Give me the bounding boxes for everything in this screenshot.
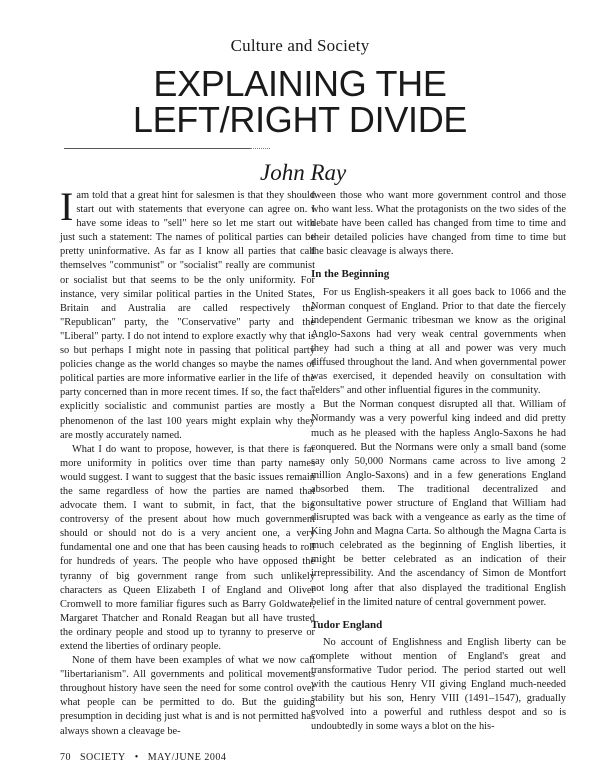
left-column — [60, 184, 315, 739]
paragraph: But the Norman conquest disrupted all that. William of Normandy was a very powerful king indeed and did pretty much as he pleased with the hapless Anglo-Saxons he had conquered. But the Normans were only a small band (some say only 50,000 Normans came across to live among 2 million Anglo-Saxons) and in a few generations England absorbed them. The traditional decentralized and consultative power structure of England that William had disrupted was back with a vengeance as early as the time of King John and Magna Carta. So although the Magna Carta is much celebrated as the beginning of English liberties, it might be better celebrated as an indication of their irrepressibility. And the ascendancy of Simon de Montfort not long after that also displayed the traditional English belief in the limited nature of central government power. — [311, 399, 566, 608]
article-title — [0, 63, 600, 140]
section-label: Culture and Society — [230, 36, 370, 55]
issue-date: MAY/JUNE 2004 — [147, 752, 227, 763]
footer-bullet: • — [134, 752, 139, 763]
paragraph: None of them have been examples of what we now call "libertarianism". All governments and political movements throughout history have seen the need for some control over what people can be permitted to do. But the guiding presumption in deciding just what is and is not permitted has always shown a cleavage be- — [60, 655, 315, 737]
right-column — [311, 189, 566, 734]
paragraph: What I do want to propose, however, is that there is far more uniformity in politics over time than party names would suggest. I want to suggest that the basic issues remain the same regardless of how the parties are named that advocate them. I want to submit, in fact, that the big controversy of the present about how much government should or should not do is a very ancient one, a very fundamental one and one that has been causing heads to roll for hundreds of years. The people who have opposed the tyranny of big government range from such unlikely characters as Queen Elizabeth I of England and Oliver Cromwell to more familiar figures such as Barry Goldwater, Margaret Thatcher and Ronald Reagan but all have trusted the ordinary people and stood up to tyranny to preserve or extend the liberties of ordinary people. — [60, 443, 315, 652]
paragraph — [60, 184, 315, 443]
title-line-1: EXPLAINING THE — [153, 63, 447, 104]
paragraph: tween those who want more government control and those who want less. What the protagonists on the two sides of the debate have been called has changed from time to time and their detailed policies have changed from time to time but the basic cleavage is always there. — [311, 190, 566, 258]
section-heading: In the Beginning — [311, 268, 390, 281]
paragraph-text: am told that a great hint for salesmen is that they should start out with statements that everyone can agree on. I have some ideas to "sell" here so let me start out with just such a statement: The names of political parties can be pretty uninformative. As far as I know all parties that call themselves "communist" or "socialist" really are communist or socialist but that seems to be the only uniformity. For instance, very similar political parties in the United States, Britain and Australia are called respectively the "Republican" party, the "Conservative" party and the "Liberal" party. I do not intend to explore exactly why that is so but perhaps I might note in passing that political party policies change as the world changes so maybe the names of political parties are more informative earlier in the life of the party concerned than in more recent times. If so, the fact that explicitly socialistic and communist parties are mostly a phenomenon of the last 100 years might explain why they are mostly accurately named. — [60, 190, 315, 441]
journal-name: SOCIETY — [80, 752, 126, 763]
paragraph: For us English-speakers it all goes back to 1066 and the Norman conquest of England. Prior to that date the fiercely independent Germanic tribesman we know as the original Anglo-Saxons had very weak central governments when they had such a thing at all and power was very much diffused throughout the land. And when governmental power was exercised, it depended heavily on consultation with "elders" and other influential figures in the community. — [311, 286, 566, 397]
title-divider-dots — [250, 148, 270, 149]
page-footer — [60, 752, 232, 763]
author-name: John Ray — [260, 160, 347, 185]
page-number: 70 — [60, 752, 71, 763]
drop-cap: I — [60, 184, 74, 229]
title-line-2: LEFT/RIGHT DIVIDE — [132, 99, 468, 140]
section-heading: Tudor England — [311, 618, 383, 631]
title-divider — [64, 148, 250, 149]
paragraph: No account of Englishness and English liberty can be complete without mention of England's great and transformative Tudor period. The period started out well with the cautious Henry VII giving England much-needed stability but his son, Henry VIII (1491–1547), gradually evolved into a powerful and ruthless despot and so is undoubtedly in some ways a blot on the his- — [311, 636, 566, 733]
